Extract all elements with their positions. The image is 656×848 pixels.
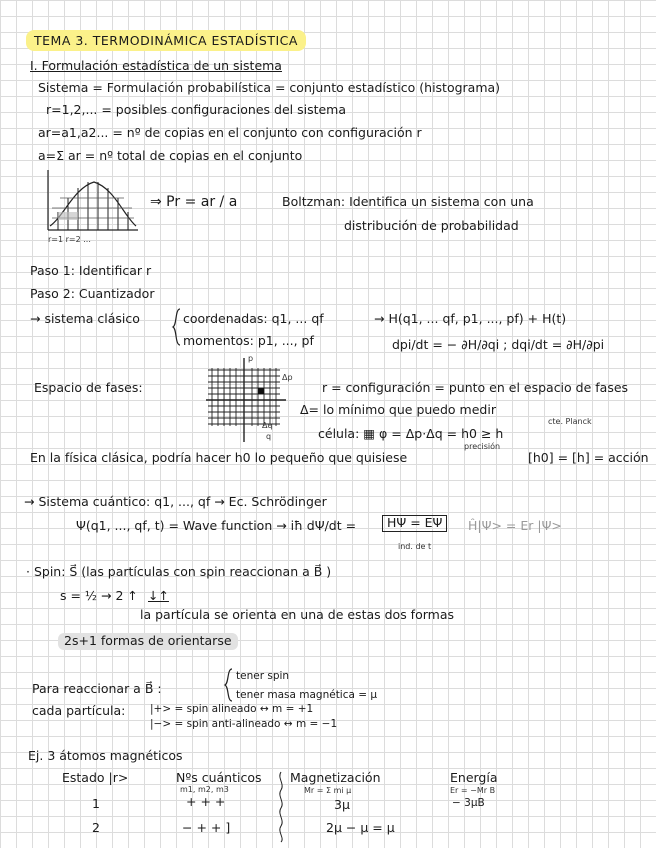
paso-1: Paso 1: Identificar r [30,263,152,278]
table-subheader-energia: Er = −Mr B [450,786,496,795]
paso-2: Paso 2: Cuantizador [30,286,155,301]
table-row-1-magnetizacion: 3μ [334,797,350,812]
celula-line: célula: ▦ φ = Δp·Δq = h0 ≥ h [318,426,504,441]
table-row-1-estado: 1 [92,796,100,811]
momentos: momentos: p1, ..., pf [183,333,314,348]
orientarse-highlight: 2s+1 formas de orientarse [58,633,238,650]
pr-formula: ⇒ Pr = ar / a [150,194,238,210]
table-row-1-numeros: + + + [186,794,226,809]
precision-note: precisión [464,442,501,451]
spin-half-line: s = ½ → 2 ↑ [60,588,138,603]
table-row-2-numeros: − + + ] [182,820,231,835]
eigen-equation: Ĥ|Ψ> = Er |Ψ> [468,518,562,533]
spin-down-line: |−> = spin anti-alineado ↔ m = −1 [150,718,338,730]
section-heading: I. Formulación estadística de un sistema [30,58,282,73]
axis-p-label: p [248,354,254,363]
ejemplo-heading: Ej. 3 átomos magnéticos [28,748,183,763]
table-subheader-magnetizacion: Mr = Σ mi μ [304,786,352,795]
boltzmann-line-1: Boltzman: Identifica un sistema con una [282,194,534,209]
table-header-numeros: Nºs cuánticos [176,770,262,785]
cell-dp-label: Δp [282,373,293,382]
fisica-clasica-line: En la física clásica, podría hacer h0 lo pequeño que quisiese [30,450,408,465]
orienta-line: la partícula se orienta en una de estas dos formas [140,607,454,622]
histogram-sketch [44,168,140,236]
tener-masa: tener masa magnética = μ [236,689,378,701]
sistema-cuantico-line: → Sistema cuántico: q1, ..., qf → Ec. Schrödinger [24,494,327,509]
planck-note: cte. Planck [548,417,592,426]
indep-t-note: ind. de t [398,542,432,551]
sistema-clasico-label: → sistema clásico [30,311,140,326]
coordenadas: coordenadas: q1, ... qf [183,311,324,326]
histogram-labels: r=1 r=2 ... [48,235,91,244]
spin-arrows: ↓↑ [148,588,169,603]
page-title: TEMA 3. TERMODINÁMICA ESTADÍSTICA [26,30,306,51]
wave-function-line: Ψ(q1, ..., qf, t) = Wave function → iħ dΨ/dt = [76,518,357,533]
boltzmann-line-2: distribución de probabilidad [344,218,519,233]
axis-q-label: q [266,432,272,441]
brace-icon [172,308,182,346]
hamilton-equations: dpi/dt = − ∂H/∂qi ; dqi/dt = ∂H/∂pi [392,337,605,352]
table-row-2-estado: 2 [92,820,100,835]
spin-up-line: |+> = spin alineado ↔ m = +1 [150,703,314,715]
delta-line: Δ= lo mínimo que puedo medir [300,402,496,417]
r-config-line: r = configuración = punto en el espacio de fases [322,380,629,395]
r-line: r=1,2,... = posibles configuraciones del sistema [46,102,347,117]
accion-line: [h0] = [h] = acción [528,450,649,465]
schrodinger-box: HΨ = EΨ [382,515,447,532]
sistema-line: Sistema = Formulación probabilística = conjunto estadístico (histograma) [38,80,501,95]
hamiltoniano: → H(q1, ... qf, p1, ..., pf) + H(t) [374,311,567,326]
table-row-2-magnetizacion: 2μ − μ = μ [326,820,395,835]
table-divider [276,772,286,842]
table-header-energia: Energía [450,770,498,785]
ar-line: ar=a1,a2... = nº de copias en el conjunto con configuración r [38,125,422,140]
table-header-magnetizacion: Magnetización [290,770,381,785]
table-subheader-numeros: m1, m2, m3 [180,785,229,794]
cada-particula: cada partícula: [32,703,126,718]
tener-spin: tener spin [236,670,290,682]
brace-icon [224,668,234,702]
cell-dq-label: Δq [262,421,273,430]
a-line: a=Σ ar = nº total de copias en el conjunto [38,148,303,163]
reaccionar-line: Para reaccionar a B⃗ : [32,681,162,696]
phase-space-grid [204,354,288,444]
table-header-estado: Estado |r> [62,770,129,785]
table-row-1-energia: − 3μB [452,797,485,809]
espacio-fases-label: Espacio de fases: [34,380,143,395]
spin-line: · Spin: S⃗ (las partículas con spin reaccionan a B⃗ ) [26,564,332,579]
